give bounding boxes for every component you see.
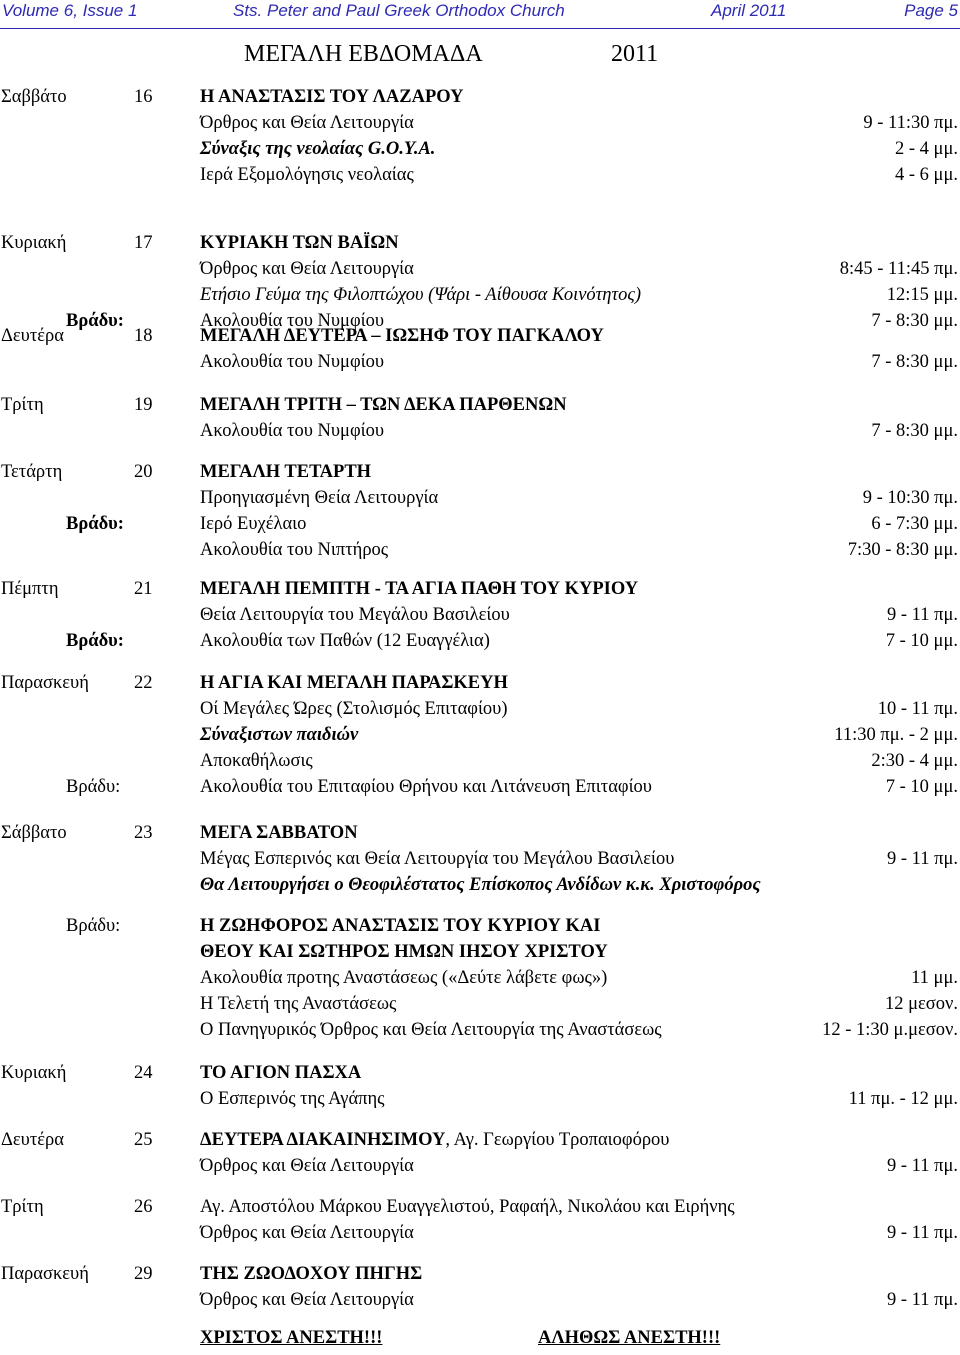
schedule-row bbox=[0, 256, 960, 282]
service-time: 12:15 μμ. bbox=[886, 285, 958, 305]
schedule-row bbox=[0, 991, 960, 1017]
service-time: 9 - 11 πμ. bbox=[887, 1223, 958, 1243]
day-name: Δευτέρα bbox=[1, 326, 64, 346]
church-name: Sts. Peter and Paul Greek Orthodox Church bbox=[233, 1, 565, 20]
service-time: 9 - 11 πμ. bbox=[887, 1290, 958, 1310]
service-time: 11 μμ. bbox=[911, 968, 958, 988]
service-time: 8:45 - 11:45 πμ. bbox=[839, 259, 958, 279]
service-time: 4 - 6 μμ. bbox=[895, 165, 958, 185]
service-text: ΤΟ ΑΓΙΟΝ ΠΑΣΧΑ bbox=[200, 1063, 362, 1083]
volume-issue: Volume 6, Issue 1 bbox=[2, 1, 138, 20]
day-number: 26 bbox=[134, 1197, 153, 1217]
greeting-left: ΧΡΙΣΤΟΣ ΑΝΕΣΤΗ!!! bbox=[200, 1328, 383, 1348]
evening-label: Βράδυ: bbox=[66, 777, 121, 797]
service-time: 12 μεσον. bbox=[884, 994, 958, 1014]
service-text: Όρθρος και Θεία Λειτουργία bbox=[200, 1156, 414, 1176]
service-text bbox=[200, 1127, 669, 1153]
service-text: Ακολουθία των Παθών (12 Ευαγγέλια) bbox=[200, 631, 490, 651]
schedule-row bbox=[0, 84, 960, 110]
schedule-row bbox=[0, 965, 960, 991]
schedule-row bbox=[0, 820, 960, 846]
service-time: 2:30 - 4 μμ. bbox=[871, 751, 958, 771]
day-number: 18 bbox=[134, 326, 153, 346]
title-main: ΜΕΓΑΛΗ ΕΒΔΟΜΑΔΑ bbox=[244, 41, 483, 67]
service-text: ΘΕΟΥ ΚΑΙ ΣΩΤΗΡΟΣ ΗΜΩΝ ΙΗΣΟΥ ΧΡΙΣΤΟΥ bbox=[200, 942, 608, 962]
service-text: Όρθρος και Θεία Λειτουργία bbox=[200, 1290, 414, 1310]
day-number: 17 bbox=[134, 233, 153, 253]
schedule-row bbox=[0, 872, 960, 898]
evening-label: Βράδυ: bbox=[66, 311, 124, 331]
service-text: Αγ. Αποστόλου Μάρκου Ευαγγελιστού, Ραφαήλ, Νικολάου και Ειρήνης bbox=[200, 1197, 735, 1217]
service-text: Ιερά Εξομολόγησις νεολαίας bbox=[200, 165, 414, 185]
service-text: Προηγιασμένη Θεία Λειτουργία bbox=[200, 488, 439, 508]
schedule-row bbox=[0, 136, 960, 162]
greeting-right: ΑΛΗΘΩΣ ΑΝΕΣΤΗ!!! bbox=[538, 1328, 721, 1348]
schedule-row bbox=[0, 913, 960, 939]
day-name: Κυριακή bbox=[1, 233, 67, 253]
page-number: Page 5 bbox=[904, 1, 958, 20]
day-number: 23 bbox=[134, 823, 153, 843]
schedule-row bbox=[0, 459, 960, 485]
evening-label: Βράδυ: bbox=[66, 916, 121, 936]
service-text: Ακολουθία του Νυμφίου bbox=[200, 421, 385, 441]
issue-date: April 2011 bbox=[711, 1, 787, 20]
service-text: Ακολουθία του Επιταφίου Θρήνου και Λιτάνευση Επιταφίου bbox=[200, 777, 652, 797]
service-text: ΜΕΓΑΛΗ ΤΕΤΑΡΤΗ bbox=[200, 462, 372, 482]
schedule-row bbox=[0, 323, 960, 349]
service-time: 7 - 8:30 μμ. bbox=[871, 311, 958, 331]
day-number: 29 bbox=[134, 1264, 153, 1284]
service-time: 7 - 8:30 μμ. bbox=[871, 421, 958, 441]
service-text: Ετήσιο Γεύμα της Φιλοπτώχου (Ψάρι - Αίθουσα Κοινότητος) bbox=[200, 285, 642, 305]
schedule-row bbox=[0, 1194, 960, 1220]
service-text: Ο Πανηγυρικός Όρθρος και Θεία Λειτουργία της Αναστάσεως bbox=[200, 1020, 662, 1040]
feast-saint: , Αγ. Γεωργίου Τροπαιοφόρου bbox=[445, 1130, 670, 1150]
service-time: 7:30 - 8:30 μμ. bbox=[847, 540, 958, 560]
service-time: 12 - 1:30 μ.μεσον. bbox=[822, 1020, 958, 1040]
service-time: 9 - 10:30 πμ. bbox=[862, 488, 958, 508]
service-text: Η ΑΓΙΑ ΚΑΙ ΜΕΓΑΛΗ ΠΑΡΑΣΚΕΥΗ bbox=[200, 673, 508, 693]
page-header bbox=[0, 0, 960, 29]
day-name: Παρασκευή bbox=[1, 1264, 89, 1284]
schedule-row bbox=[0, 1086, 960, 1112]
easter-greeting bbox=[0, 1325, 960, 1351]
day-name: Σάββατο bbox=[1, 823, 67, 843]
service-time: 11 πμ. - 12 μμ. bbox=[848, 1089, 958, 1109]
service-time: 2 - 4 μμ. bbox=[895, 139, 958, 159]
service-text: Ακολουθία του Νιπτήρος bbox=[200, 540, 389, 560]
day-name: Τετάρτη bbox=[1, 462, 63, 482]
service-text: Αποκαθήλωσις bbox=[200, 751, 313, 771]
service-time: 9 - 11:30 πμ. bbox=[863, 113, 958, 133]
schedule-row bbox=[0, 162, 960, 188]
service-text: Ιερό Ευχέλαιο bbox=[200, 514, 307, 534]
schedule-row bbox=[0, 485, 960, 511]
service-time: 10 - 11 πμ. bbox=[877, 699, 958, 719]
day-number: 21 bbox=[134, 579, 153, 599]
service-text: ΚΥΡΙΑΚΗ ΤΩΝ ΒΑΪΩΝ bbox=[200, 233, 399, 253]
service-text: Όρθρος και Θεία Λειτουργία bbox=[200, 1223, 414, 1243]
schedule-row bbox=[0, 748, 960, 774]
schedule-row bbox=[0, 282, 960, 308]
day-name: Πέμπτη bbox=[1, 579, 59, 599]
day-number: 22 bbox=[134, 673, 153, 693]
day-number: 25 bbox=[134, 1130, 153, 1150]
evening-label: Βράδυ: bbox=[66, 514, 124, 534]
schedule-row bbox=[0, 846, 960, 872]
schedule-row bbox=[0, 1127, 960, 1153]
service-text: Θεία Λειτουργία του Μεγάλου Βασιλείου bbox=[200, 605, 510, 625]
evening-label: Βράδυ: bbox=[66, 631, 124, 651]
schedule-row bbox=[0, 418, 960, 444]
service-text: ΤΗΣ ΖΩΟΔΟΧΟΥ ΠΗΓΗΣ bbox=[200, 1264, 423, 1284]
service-text: Μέγας Εσπερινός και Θεία Λειτουργία του Μεγάλου Βασιλείου bbox=[200, 849, 675, 869]
service-text: ΜΕΓΑΛΗ ΤΡΙΤΗ – ΤΩΝ ΔΕΚΑ ΠΑΡΘΕΝΩΝ bbox=[200, 395, 567, 415]
service-text: Ακολουθία προτης Αναστάσεως («Δεύτε λάβετε φως») bbox=[200, 968, 608, 988]
schedule-row bbox=[0, 110, 960, 136]
schedule-row bbox=[0, 696, 960, 722]
schedule-row bbox=[0, 230, 960, 256]
day-number: 19 bbox=[134, 395, 153, 415]
day-name: Τρίτη bbox=[1, 1197, 44, 1217]
service-text: Όρθρος και Θεία Λειτουργία bbox=[200, 259, 414, 279]
service-text: Ακολουθία του Νυμφίου bbox=[200, 311, 385, 331]
service-time: 6 - 7:30 μμ. bbox=[871, 514, 958, 534]
schedule-row bbox=[0, 939, 960, 965]
schedule-row bbox=[0, 1060, 960, 1086]
schedule-row bbox=[0, 1261, 960, 1287]
service-text: Θα Λειτουργήσει ο Θεοφιλέστατος Επίσκοπος Ανδίδων κ.κ. Χριστοφόρος bbox=[200, 875, 761, 895]
day-name: Δευτέρα bbox=[1, 1130, 64, 1150]
schedule-row bbox=[0, 670, 960, 696]
schedule-row bbox=[0, 537, 960, 563]
service-time: 9 - 11 πμ. bbox=[887, 605, 958, 625]
schedule-row bbox=[0, 392, 960, 418]
schedule-row bbox=[0, 722, 960, 748]
schedule-row bbox=[0, 1287, 960, 1313]
schedule-row bbox=[0, 1153, 960, 1179]
service-text: Η ΖΩΗΦΟΡΟΣ ΑΝΑΣΤΑΣΙΣ ΤΟΥ ΚΥΡΙΟΥ ΚΑΙ bbox=[200, 916, 601, 936]
service-text: Ακολουθία του Νυμφίου bbox=[200, 352, 385, 372]
service-text: ΜΕΓΑ ΣΑΒΒΑΤΟΝ bbox=[200, 823, 358, 843]
feast-name: ΔΕΥΤΕΡΑ ΔΙΑΚΑΙΝΗΣΙΜΟΥ bbox=[200, 1130, 446, 1150]
schedule-row bbox=[0, 511, 960, 537]
schedule-row bbox=[0, 1017, 960, 1043]
service-text: Οί Μεγάλες Ώρες (Στολισμός Επιταφίου) bbox=[200, 699, 508, 719]
service-time: 7 - 10 μμ. bbox=[885, 777, 958, 797]
day-name: Σαββάτο bbox=[1, 87, 67, 107]
day-name: Κυριακή bbox=[1, 1063, 67, 1083]
service-text: ΜΕΓΑΛΗ ΠΕΜΠΤΗ - ΤΑ ΑΓΙΑ ΠΑΘΗ ΤΟΥ ΚΥΡΙΟΥ bbox=[200, 579, 639, 599]
service-time: 7 - 8:30 μμ. bbox=[871, 352, 958, 372]
day-name: Τρίτη bbox=[1, 395, 44, 415]
service-time: 9 - 11 πμ. bbox=[887, 849, 958, 869]
service-time: 9 - 11 πμ. bbox=[887, 1156, 958, 1176]
schedule-row bbox=[0, 602, 960, 628]
day-number: 24 bbox=[134, 1063, 153, 1083]
schedule-row bbox=[0, 349, 960, 375]
schedule-row bbox=[0, 628, 960, 654]
service-time: 11:30 πμ. - 2 μμ. bbox=[834, 725, 958, 745]
service-text: Όρθρος και Θεία Λειτουργία bbox=[200, 113, 414, 133]
schedule-row bbox=[0, 576, 960, 602]
title-year: 2011 bbox=[611, 41, 659, 67]
day-number: 16 bbox=[134, 87, 153, 107]
schedule-row bbox=[0, 1220, 960, 1246]
service-time: 7 - 10 μμ. bbox=[885, 631, 958, 651]
service-text: Η ΑΝΑΣΤΑΣΙΣ ΤΟΥ ΛΑΖΑΡΟΥ bbox=[200, 87, 464, 107]
day-number: 20 bbox=[134, 462, 153, 482]
service-text: ΜΕΓΑΛΗ ΔΕΥΤΕΡΑ – ΙΩΣΗΦ ΤΟΥ ΠΑΓΚΑΛΟΥ bbox=[200, 326, 604, 346]
service-text: Η Τελετή της Αναστάσεως bbox=[200, 994, 397, 1014]
day-name: Παρασκευή bbox=[1, 673, 89, 693]
service-text: Σύναξιστων παιδιών bbox=[200, 725, 359, 745]
service-text: Σύναξις της νεολαίας G.O.Y.A. bbox=[200, 139, 436, 159]
schedule-row bbox=[0, 774, 960, 800]
service-text: Ο Εσπερινός της Αγάπης bbox=[200, 1089, 385, 1109]
